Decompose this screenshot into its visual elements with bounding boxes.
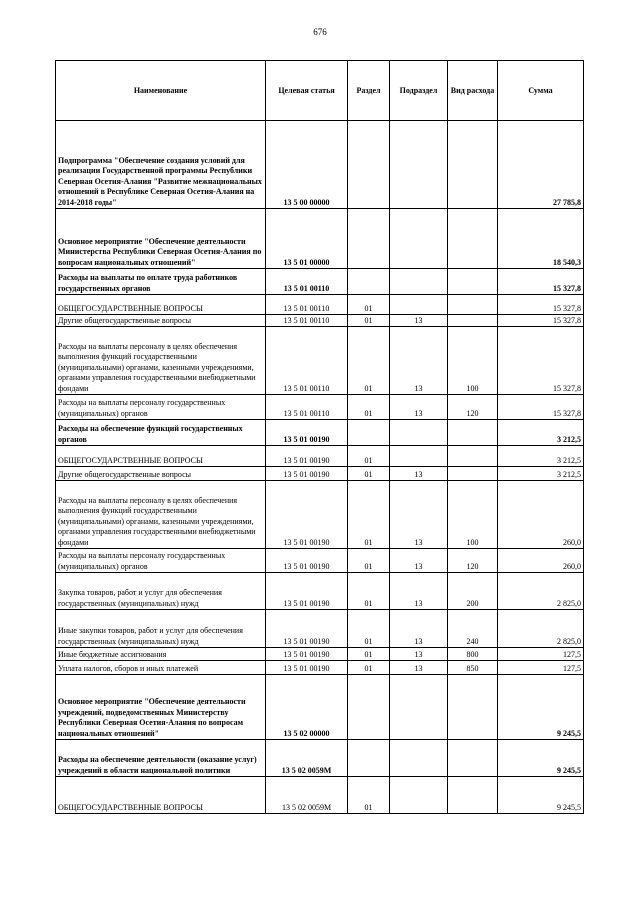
row-section: 01: [348, 315, 390, 327]
row-target: 13 5 01 00110: [266, 269, 348, 295]
row-amount: 18 540,3: [498, 209, 584, 269]
row-subsection: 13: [390, 327, 448, 395]
row-name: Иные бюджетные ассигнования: [56, 648, 266, 661]
row-amount: 9 245,5: [498, 675, 584, 740]
row-section: 01: [348, 327, 390, 395]
row-amount: 9 245,5: [498, 740, 584, 777]
row-name: ОБЩЕГОСУДАРСТВЕННЫЕ ВОПРОСЫ: [56, 446, 266, 467]
row-section: 01: [348, 573, 390, 610]
row-subsection: [390, 269, 448, 295]
row-target: 13 5 01 00110: [266, 395, 348, 420]
row-section: [348, 675, 390, 740]
row-expense-type: 100: [448, 481, 498, 549]
row-subsection: [390, 740, 448, 777]
table-header-row: [56, 61, 584, 121]
table-row: [56, 549, 584, 573]
table-row: [56, 467, 584, 481]
row-section: 01: [348, 648, 390, 661]
table-row: [56, 446, 584, 467]
row-target: 13 5 01 00190: [266, 446, 348, 467]
row-expense-type: [448, 315, 498, 327]
row-amount: 3 212,5: [498, 446, 584, 467]
row-target: 13 5 01 00110: [266, 315, 348, 327]
row-name: Закупка товаров, работ и услуг для обеспечения государственных (муниципальных) нужд: [56, 573, 266, 610]
row-subsection: [390, 209, 448, 269]
header-target: Целевая статья: [266, 61, 348, 121]
row-amount: 15 327,8: [498, 395, 584, 420]
row-amount: 260,0: [498, 481, 584, 549]
row-section: 01: [348, 467, 390, 481]
row-target: 13 5 00 00000: [266, 121, 348, 209]
row-target: 13 5 01 00000: [266, 209, 348, 269]
row-subsection: [390, 121, 448, 209]
row-subsection: 13: [390, 573, 448, 610]
row-target: 13 5 02 0059М: [266, 740, 348, 777]
row-subsection: 13: [390, 610, 448, 648]
row-amount: 2 825,0: [498, 573, 584, 610]
row-expense-type: [448, 675, 498, 740]
row-name: Расходы на выплаты персоналу в целях обеспечения выполнения функций государственными (муниципальными) органами, казенными учреждениями, органами управления государственными внебюджетными фондами: [56, 481, 266, 549]
row-section: 01: [348, 395, 390, 420]
row-name: Расходы на выплаты персоналу государственных (муниципальных) органов: [56, 395, 266, 420]
row-amount: 27 785,8: [498, 121, 584, 209]
table-row: [56, 315, 584, 327]
row-expense-type: 100: [448, 327, 498, 395]
table-row: [56, 121, 584, 209]
row-section: [348, 121, 390, 209]
row-name: Расходы на обеспечение функций государственных органов: [56, 420, 266, 446]
row-subsection: [390, 777, 448, 814]
row-subsection: 13: [390, 661, 448, 675]
row-expense-type: 240: [448, 610, 498, 648]
row-name: Основное мероприятие "Обеспечение деятельности Министерства Республики Северная Осетия-Алания по вопросам национальных отношений": [56, 209, 266, 269]
row-subsection: 13: [390, 467, 448, 481]
row-amount: 15 327,8: [498, 295, 584, 315]
row-amount: 3 212,5: [498, 420, 584, 446]
row-section: [348, 209, 390, 269]
row-expense-type: [448, 269, 498, 295]
row-subsection: [390, 446, 448, 467]
row-target: 13 5 01 00190: [266, 481, 348, 549]
row-subsection: 13: [390, 315, 448, 327]
row-amount: 127,5: [498, 648, 584, 661]
row-expense-type: [448, 446, 498, 467]
row-expense-type: [448, 121, 498, 209]
row-target: 13 5 01 00190: [266, 467, 348, 481]
row-expense-type: [448, 467, 498, 481]
row-expense-type: [448, 777, 498, 814]
table-row: [56, 481, 584, 549]
row-expense-type: 120: [448, 395, 498, 420]
row-target: 13 5 02 00000: [266, 675, 348, 740]
row-expense-type: [448, 209, 498, 269]
table-row: [56, 395, 584, 420]
row-section: [348, 269, 390, 295]
row-expense-type: 800: [448, 648, 498, 661]
header-name: Наименование: [56, 61, 266, 121]
row-section: 01: [348, 777, 390, 814]
row-expense-type: [448, 420, 498, 446]
row-subsection: 13: [390, 648, 448, 661]
row-expense-type: 850: [448, 661, 498, 675]
row-subsection: [390, 675, 448, 740]
row-expense-type: [448, 740, 498, 777]
row-name: Расходы на выплаты по оплате труда работников государственных органов: [56, 269, 266, 295]
row-section: 01: [348, 661, 390, 675]
row-name: Расходы на выплаты персоналу в целях обеспечения выполнения функций государственными (муниципальными) органами, казенными учреждениями, органами управления государственными внебюджетными фондами: [56, 327, 266, 395]
table-row: [56, 740, 584, 777]
row-amount: 3 212,5: [498, 467, 584, 481]
table-row: [56, 610, 584, 648]
table-row: [56, 327, 584, 395]
table-row: [56, 661, 584, 675]
row-target: 13 5 01 00190: [266, 549, 348, 573]
row-expense-type: 120: [448, 549, 498, 573]
budget-table: [55, 60, 584, 814]
header-amount: Сумма: [498, 61, 584, 121]
row-amount: 15 327,8: [498, 327, 584, 395]
table-row: [56, 209, 584, 269]
row-subsection: 13: [390, 549, 448, 573]
row-target: 13 5 01 00190: [266, 573, 348, 610]
row-amount: 260,0: [498, 549, 584, 573]
row-section: 01: [348, 481, 390, 549]
row-subsection: [390, 295, 448, 315]
row-expense-type: 200: [448, 573, 498, 610]
row-name: ОБЩЕГОСУДАРСТВЕННЫЕ ВОПРОСЫ: [56, 777, 266, 814]
row-target: 13 5 01 00110: [266, 327, 348, 395]
row-amount: 127,5: [498, 661, 584, 675]
row-name: Расходы на обеспечение деятельности (оказание услуг) учреждений в области национальной политики: [56, 740, 266, 777]
page-number: 676: [313, 27, 327, 37]
row-amount: 15 327,8: [498, 315, 584, 327]
table-row: [56, 675, 584, 740]
row-name: Подпрограмма "Обеспечение создания условий для реализации Государственной программы Республики Северная Осетия-Алания "Развитие межнациональных отношений в Республике Северная Осетия-Алания на 2014-2018 годы": [56, 121, 266, 209]
table-row: [56, 295, 584, 315]
row-section: [348, 420, 390, 446]
row-target: 13 5 01 00190: [266, 610, 348, 648]
row-target: 13 5 01 00190: [266, 661, 348, 675]
row-name: Иные закупки товаров, работ и услуг для обеспечения государственных (муниципальных) нужд: [56, 610, 266, 648]
table-row: [56, 420, 584, 446]
row-subsection: 13: [390, 481, 448, 549]
row-name: Другие общегосударственные вопросы: [56, 315, 266, 327]
row-name: Уплата налогов, сборов и иных платежей: [56, 661, 266, 675]
table-row: [56, 777, 584, 814]
row-subsection: [390, 420, 448, 446]
table-row: [56, 269, 584, 295]
header-expense-type: Вид расхода: [448, 61, 498, 121]
row-section: 01: [348, 446, 390, 467]
header-section: Раздел: [348, 61, 390, 121]
row-amount: 9 245,5: [498, 777, 584, 814]
row-name: Другие общегосударственные вопросы: [56, 467, 266, 481]
row-name: Расходы на выплаты персоналу государственных (муниципальных) органов: [56, 549, 266, 573]
row-section: 01: [348, 295, 390, 315]
row-amount: 2 825,0: [498, 610, 584, 648]
row-target: 13 5 01 00190: [266, 420, 348, 446]
header-subsection: Подраздел: [390, 61, 448, 121]
row-expense-type: [448, 295, 498, 315]
row-subsection: 13: [390, 395, 448, 420]
row-target: 13 5 01 00110: [266, 295, 348, 315]
row-section: [348, 740, 390, 777]
row-target: 13 5 02 0059М: [266, 777, 348, 814]
row-target: 13 5 01 00190: [266, 648, 348, 661]
row-section: 01: [348, 610, 390, 648]
row-section: 01: [348, 549, 390, 573]
table-row: [56, 648, 584, 661]
row-name: ОБЩЕГОСУДАРСТВЕННЫЕ ВОПРОСЫ: [56, 295, 266, 315]
row-name: Основное мероприятие "Обеспечение деятельности учреждений, подведомственных Министерству Республики Северная Осетия-Алания по вопросам национальных отношений": [56, 675, 266, 740]
table-row: [56, 573, 584, 610]
row-amount: 15 327,8: [498, 269, 584, 295]
